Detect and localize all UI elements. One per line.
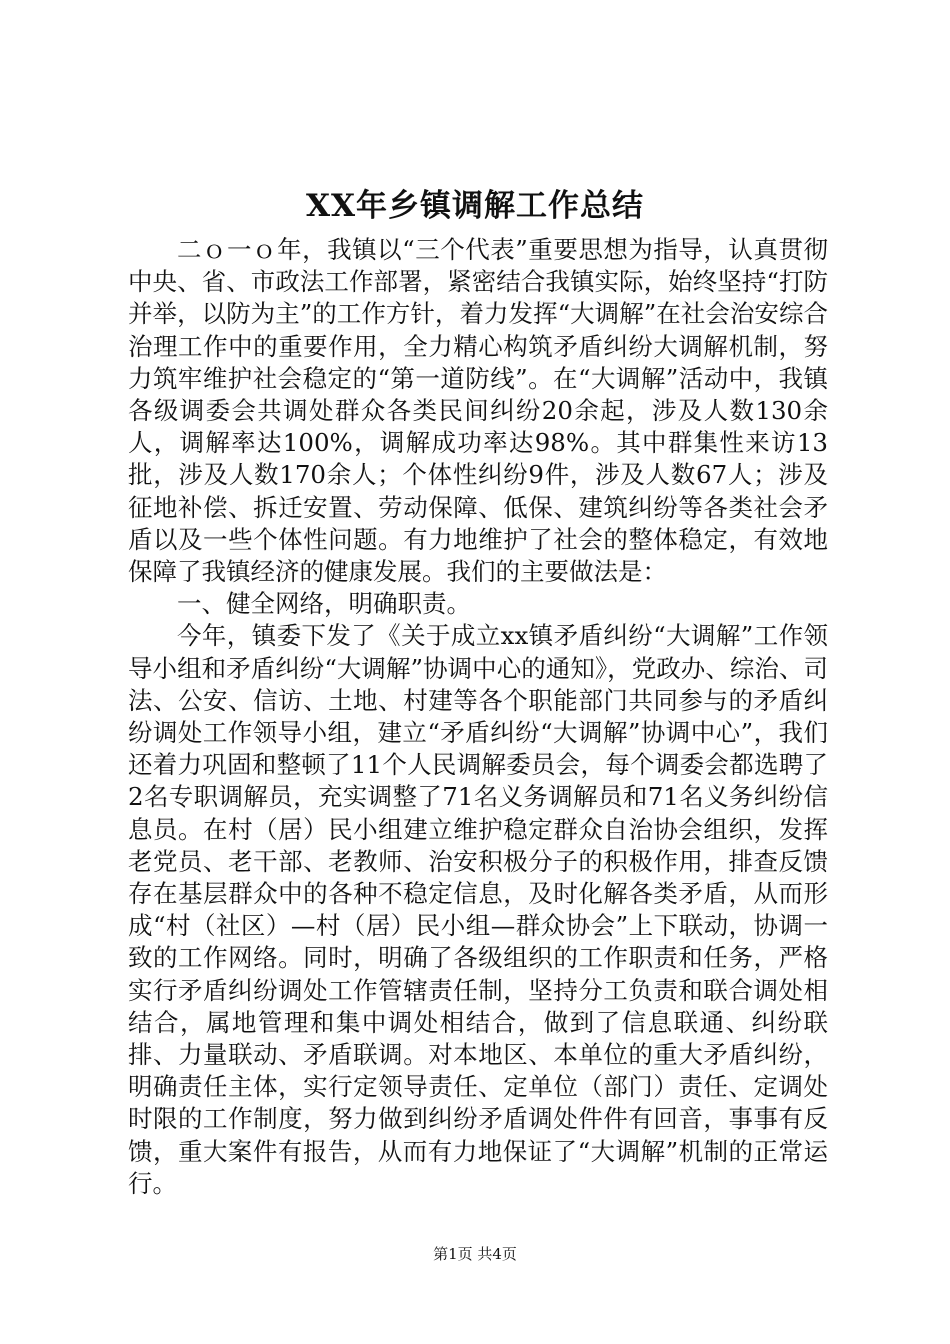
paragraph-section-body: 今年，镇委下发了《关于成立xx镇矛盾纠纷“大调解”工作领导小组和矛盾纠纷“大调解”协调中心的通知》，党政办、综治、司法、公安、信访、土地、村建等各个职能部门共同参与的矛盾纠纷调处工作领导小组，建立“矛盾纠纷“大调解”协调中心”，我们还着力巩固和整顿了11个人民调解委员会，每个调委会都选聘了2名专职调解员，充实调整了71名义务调解员和71名义务纠纷信息员。在村（居）民小组建立维护稳定群众自治协会组织，发挥老党员、老干部、老教师、治安积极分子的积极作用，排查反馈存在基层群众中的各种不稳定信息，及时化解各类矛盾，从而形成“村（社区）—村（居）民小组—群众协会”上下联动，协调一致的工作网络。同时，明确了各级组织的工作职责和任务，严格实行矛盾纠纷调处工作管辖责任制，坚持分工负责和联合调处相结合，属地管理和集中调处相结合，做到了信息联通、纠纷联排、力量联动、矛盾联调。对本地区、本单位的重大矛盾纠纷，明确责任主体，实行定领导责任、定单位（部门）责任、定调处时限的工作制度，努力做到纠纷矛盾调处件件有回音，事事有反馈，重大案件有报告，从而有力地保证了“大调解”机制的正常运行。 xyxy=(128,621,828,1198)
paragraph-section-heading: 一、健全网络，明确职责。 xyxy=(177,589,471,619)
document-title: XX年乡镇调解工作总结 xyxy=(305,188,645,224)
document-body xyxy=(128,234,828,1200)
paragraph-intro: 二ｏ一ｏ年，我镇以“三个代表”重要思想为指导，认真贯彻中央、省、市政法工作部署，紧密结合我镇实际，始终坚持“打防并举，以防为主”的工作方针，着力发挥“大调解”在社会治安综合治理工作中的重要作用，全力精心构筑矛盾纠纷大调解机制，努力筑牢维护社会稳定的“第一道防线”。在“大调解”活动中，我镇各级调委会共调处群众各类民间纠纷20余起，涉及人数130余人，调解率达100%，调解成功率达98%。其中群集性来访13批，涉及人数170余人；个体性纠纷9件，涉及人数67人；涉及征地补偿、拆迁安置、劳动保障、低保、建筑纠纷等各类社会矛盾以及一些个体性问题。有力地维护了社会的整体稳定，有效地保障了我镇经济的健康发展。我们的主要做法是： xyxy=(128,235,828,587)
page-number-footer: 第1页 共4页 xyxy=(433,1245,517,1263)
